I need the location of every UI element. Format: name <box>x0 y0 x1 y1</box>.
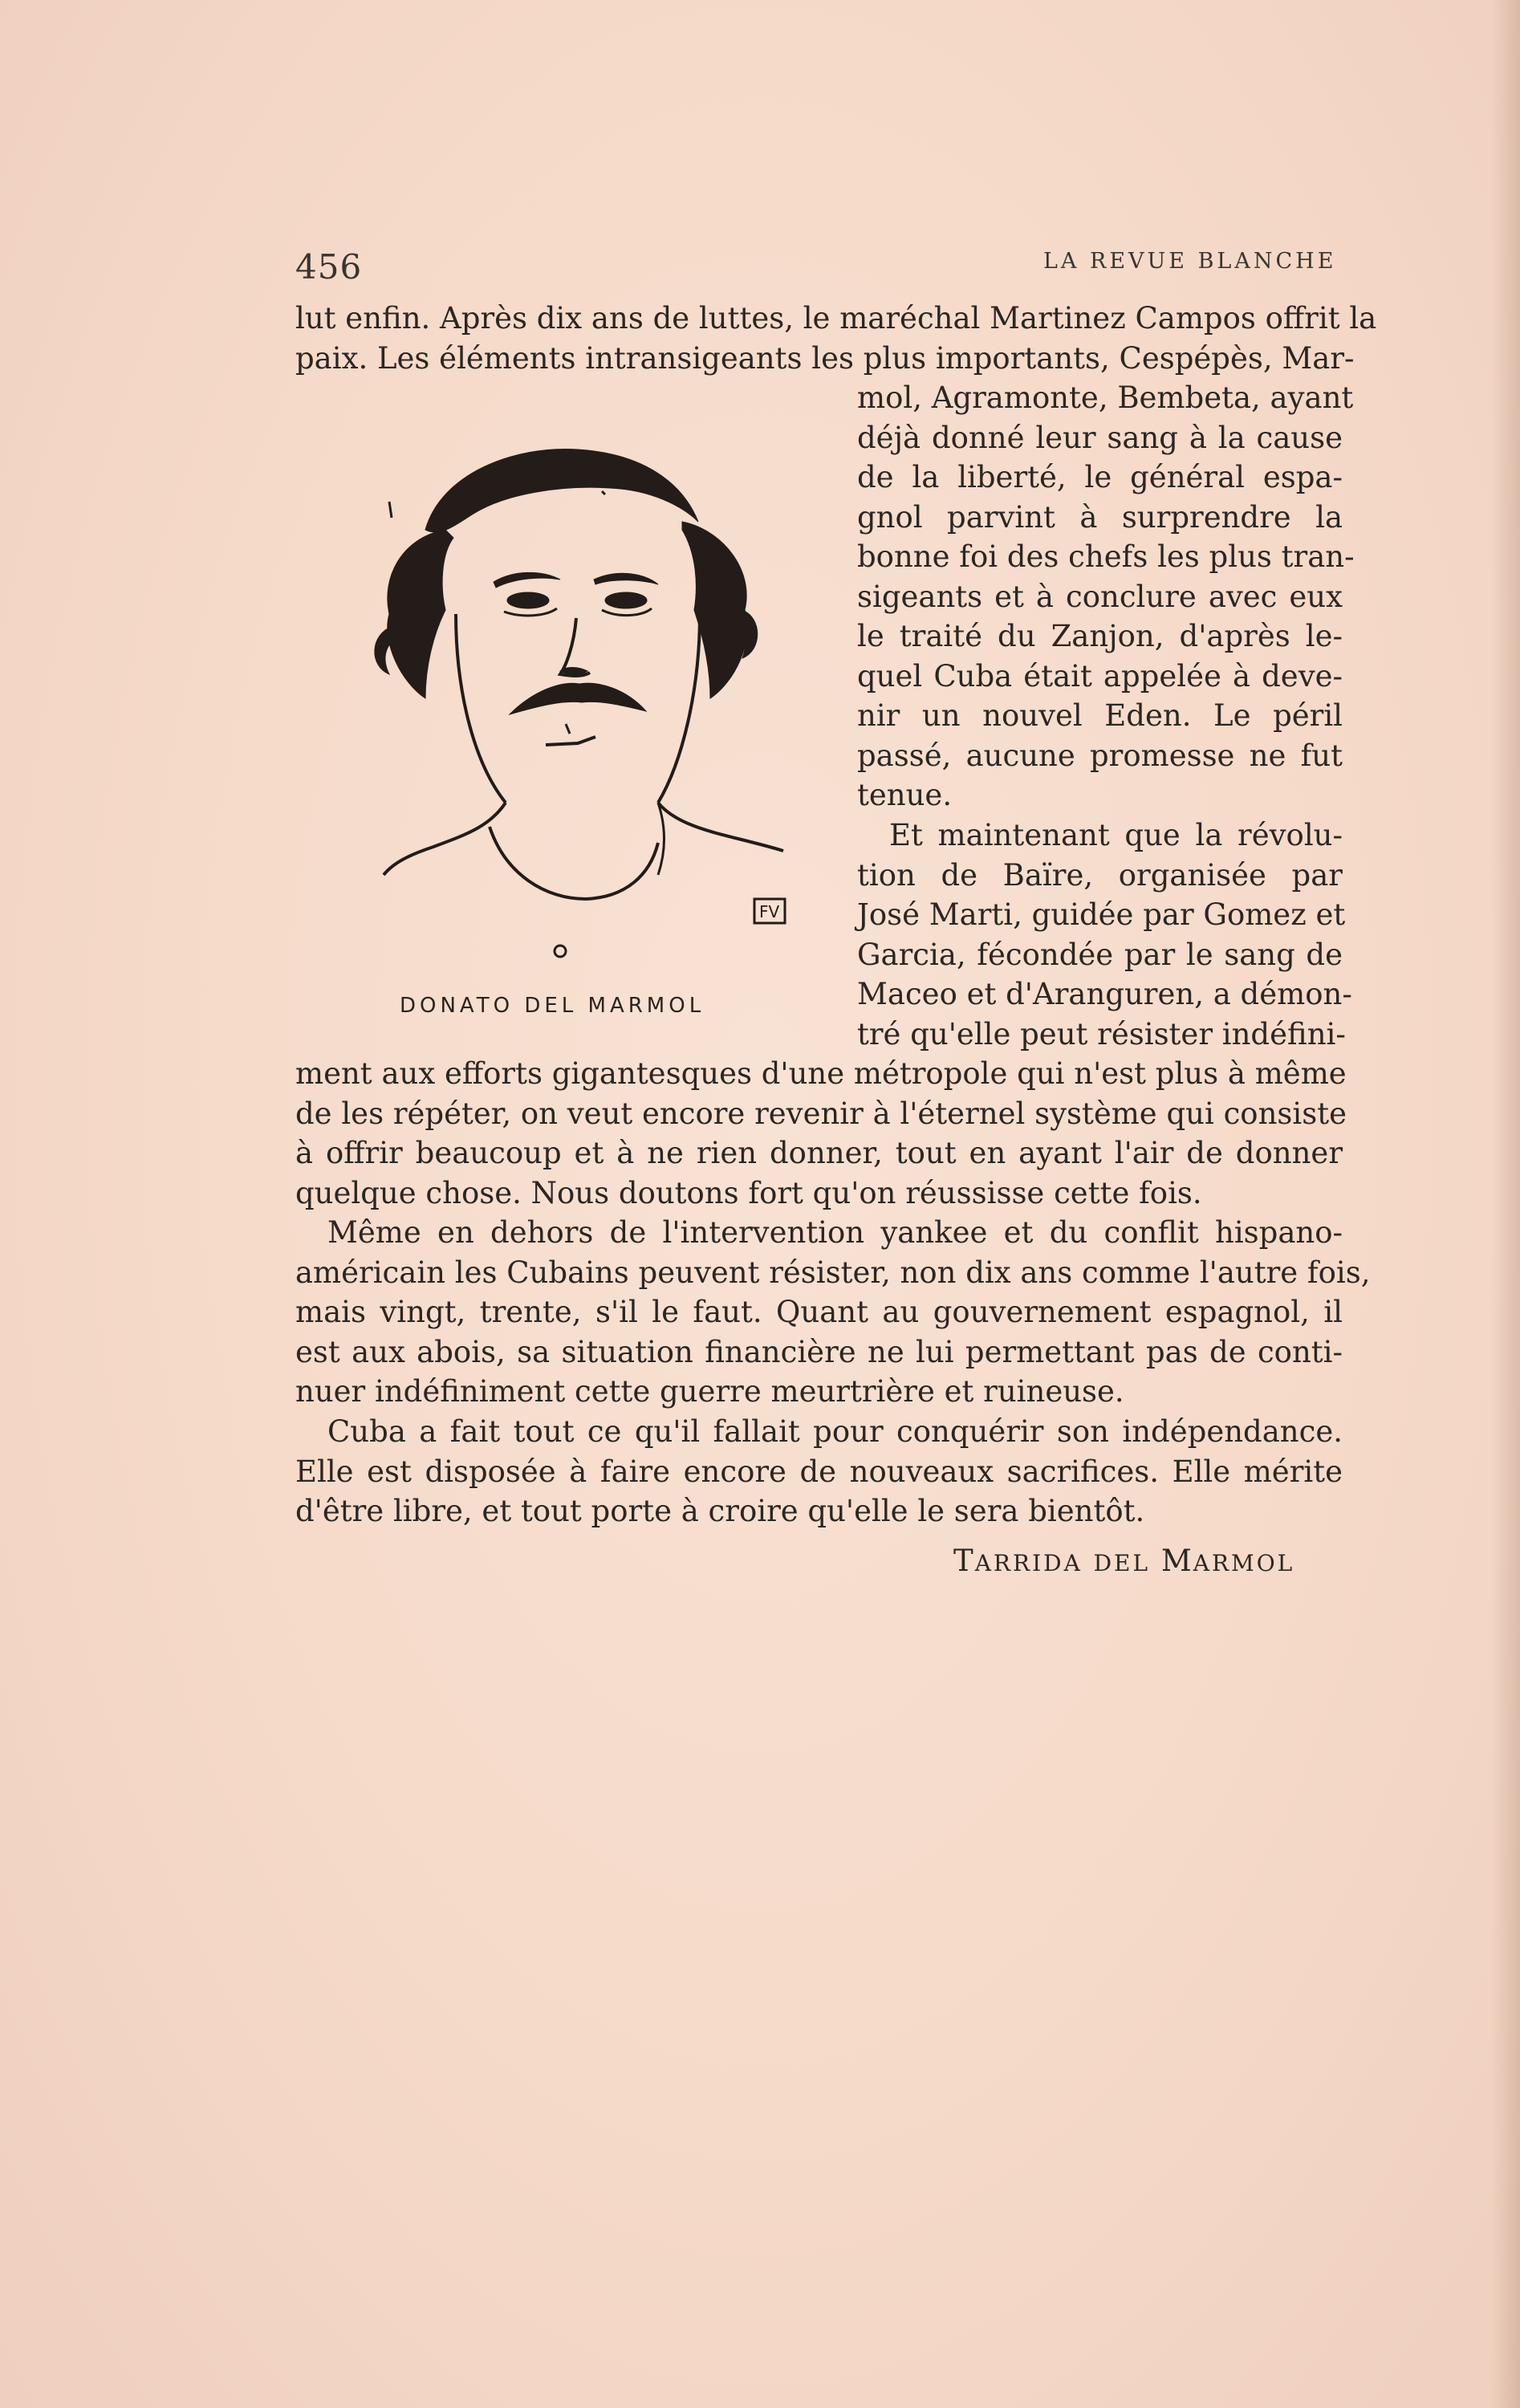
signature-part: ARMOL <box>1193 1550 1295 1576</box>
text-line: paix. Les éléments intransigeants les plus importants, Cespépès, Mar- <box>295 340 1355 376</box>
text-line: le traité du Zanjon, d'après le- <box>857 619 1343 653</box>
text-line: Même en dehors de l'intervention yankee et du conflit hispano- <box>327 1215 1343 1250</box>
text-line: bonne foi des chefs les plus tran- <box>857 539 1355 574</box>
text-line: Maceo et d'Aranguren, a démon- <box>857 977 1352 1011</box>
portrait-caption: DONATO DEL MARMOL <box>400 994 705 1018</box>
text-line: lut enfin. Après dix ans de luttes, le maréchal Martinez Campos offrit la <box>295 301 1377 336</box>
paragraph-2-column <box>857 816 1352 1054</box>
text-line: nuer indéfiniment cette guerre meurtrière et ruineuse. <box>295 1374 1124 1409</box>
text-line: Elle est disposée à faire encore de nouveaux sacrifices. Elle mérite <box>295 1454 1343 1489</box>
text-line: de les répéter, on veut encore revenir à l'éternel système qui consiste <box>295 1096 1347 1131</box>
text-line: nir un nouvel Eden. Le péril <box>857 698 1343 733</box>
paragraph-4 <box>295 1412 1343 1531</box>
text-line: passé, aucune promesse ne fut <box>857 738 1343 773</box>
author-signature <box>953 1544 1294 1578</box>
text-line: quel Cuba était appelée à deve- <box>857 658 1343 694</box>
paragraph-1-top <box>295 299 1377 378</box>
text-line: mol, Agramonte, Bembeta, ayant <box>857 380 1354 415</box>
text-line: américain les Cubains peuvent résister, non dix ans comme l'autre fois, <box>295 1255 1371 1290</box>
text-line: mais vingt, trente, s'il le faut. Quant au gouvernement espagnol, il <box>295 1295 1343 1329</box>
text-line: José Marti, guidée par Gomez et <box>857 897 1346 932</box>
signature-part: DEL <box>1093 1550 1151 1576</box>
page-number: 456 <box>295 247 363 287</box>
running-head: LA REVUE BLANCHE <box>1043 249 1337 274</box>
text-line: Cuba a fait tout ce qu'il fallait pour conquérir son indépendance. <box>327 1414 1343 1449</box>
signature-part: ARRIDA <box>974 1550 1083 1576</box>
page-edge-shadow <box>1491 0 1520 2408</box>
text-line: sigeants et à conclure avec eux <box>857 579 1343 614</box>
text-line: Garcia, fécondée par le sang de <box>857 937 1343 972</box>
text-line: gnol parvint à surprendre la <box>857 499 1343 535</box>
text-line: tenue. <box>857 778 953 812</box>
paragraph-3 <box>295 1213 1371 1412</box>
portrait-woodcut-icon <box>305 425 819 1019</box>
text-line: quelque chose. Nous doutons fort qu'on réussisse cette fois. <box>295 1175 1202 1210</box>
text-line: est aux abois, sa situation financière ne lui permettant pas de conti- <box>295 1334 1343 1369</box>
text-line: tré qu'elle peut résister indéfini- <box>857 1016 1346 1051</box>
text-line: de la liberté, le général espa- <box>857 460 1343 494</box>
paragraph-2-full <box>295 1054 1347 1213</box>
text-line: Et maintenant que la révolu- <box>889 818 1343 852</box>
text-line: déjà donné leur sang à la cause <box>857 420 1343 455</box>
signature-initial: M <box>1160 1544 1193 1578</box>
text-line: ment aux efforts gigantesques d'une métropole qui n'est plus à même <box>295 1056 1347 1091</box>
text-line: à offrir beaucoup et à ne rien donner, tout en ayant l'air de donner <box>295 1136 1343 1170</box>
signature-initial: T <box>953 1544 975 1578</box>
text-line: tion de Baïre, organisée par <box>857 857 1343 893</box>
text-line: d'être libre, et tout porte à croire qu'elle le sera bientôt. <box>295 1494 1145 1528</box>
paragraph-1-column <box>857 378 1355 816</box>
monogram-text: FV <box>759 902 780 921</box>
